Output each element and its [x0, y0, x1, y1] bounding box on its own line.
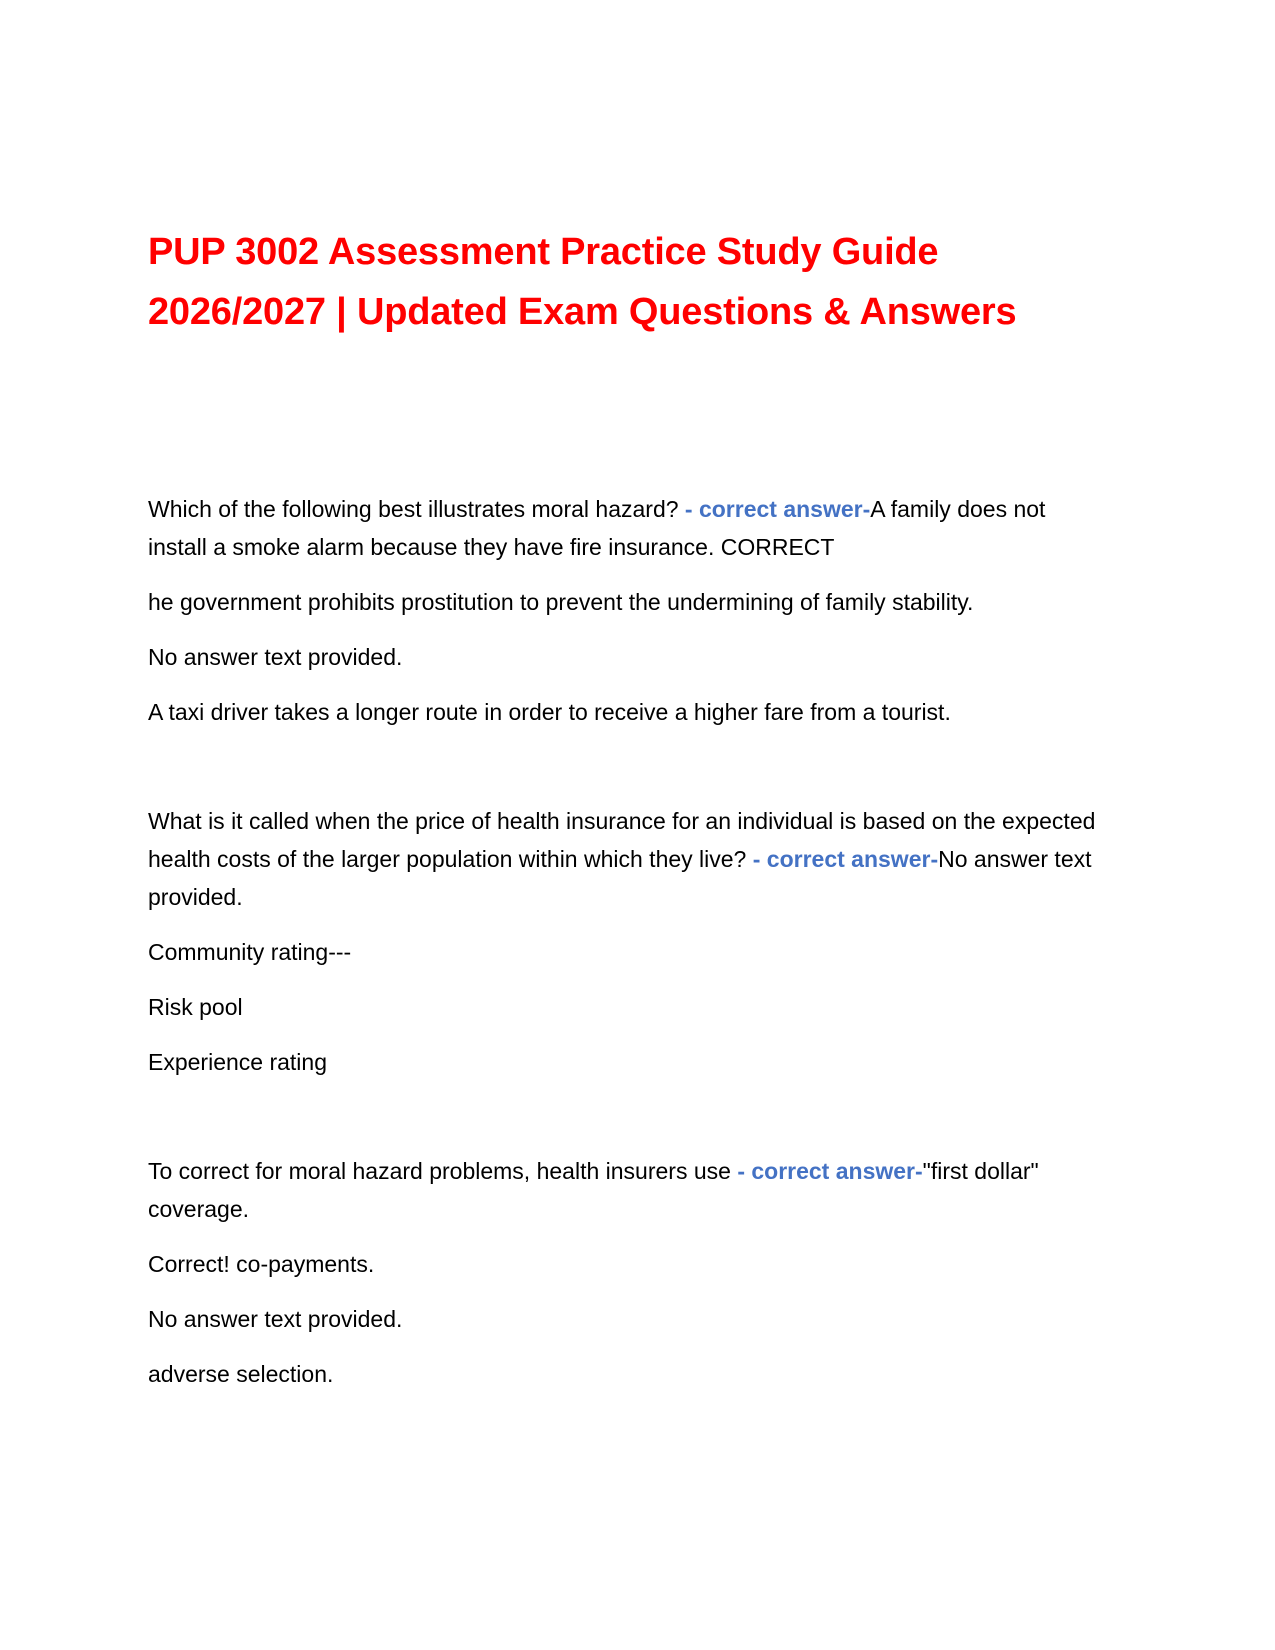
option-text: No answer text provided.: [148, 644, 403, 670]
option-text: Risk pool: [148, 994, 243, 1020]
question-text: [148, 490, 1108, 566]
question-text: [148, 1152, 1108, 1228]
answer-text: A family does not install a smoke alarm because they have fire insurance. CORRECT: [148, 496, 1046, 560]
correct-answer-label: - correct answer-: [737, 1158, 923, 1184]
question-prompt: To correct for moral hazard problems, health insurers use: [148, 1158, 738, 1184]
question-text: [148, 802, 1108, 916]
option-text: No answer text provided.: [148, 1306, 403, 1332]
question-prompt: What is it called when the price of health insurance for an individual is based on the expected health costs of the larger population within which they live?: [148, 808, 1096, 872]
option-text: adverse selection.: [148, 1361, 334, 1387]
title-line-1: PUP 3002 Assessment Practice Study Guide: [148, 231, 939, 273]
option-text: Correct! co-payments.: [148, 1251, 375, 1277]
answer-text: No answer text provided.: [148, 846, 1092, 910]
document-title: [148, 222, 1108, 342]
option-text: Experience rating: [148, 1049, 327, 1075]
answer-text: "first dollar" coverage.: [148, 1158, 1039, 1222]
option-text: he government prohibits prostitution to prevent the undermining of family stability.: [148, 589, 974, 615]
question-block-3: [148, 1152, 1108, 1393]
question-block-1: [148, 490, 1108, 731]
question-block-2: [148, 802, 1108, 1081]
correct-answer-label: - correct answer-: [752, 846, 939, 872]
question-prompt: Which of the following best illustrates moral hazard?: [148, 496, 685, 522]
correct-answer-label: - correct answer-: [684, 496, 871, 522]
option-text: Community rating---: [148, 939, 352, 965]
option-text: A taxi driver takes a longer route in order to receive a higher fare from a tourist.: [148, 699, 951, 725]
title-line-2: 2026/2027 | Updated Exam Questions & Answers: [148, 291, 1017, 333]
document-page: [148, 222, 1108, 1410]
